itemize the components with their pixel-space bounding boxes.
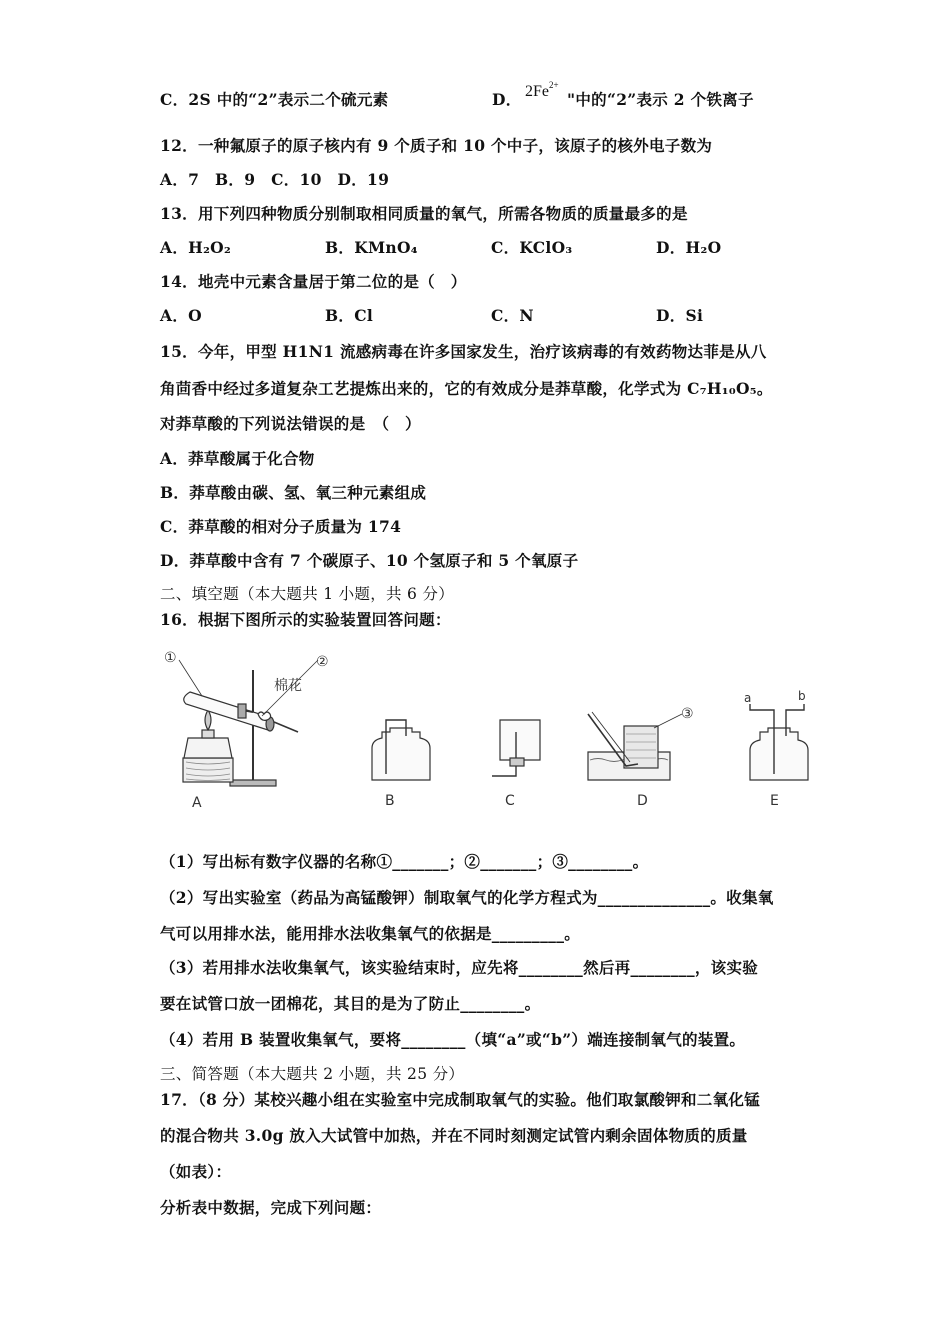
apparatus-d <box>588 712 682 780</box>
q13-option-c: C．KClO₃ <box>491 238 573 257</box>
q11-option-c: C．2S 中的“2”表示二个硫元素 <box>160 90 389 109</box>
label-c: C <box>505 793 515 809</box>
q15-stem-line1: 15．今年，甲型 H1N1 流感病毒在许多国家发生，治疗该病毒的有效药物达菲是从八 <box>160 342 767 361</box>
q15-stem-line3: 对莽草酸的下列说法错误的是 （ ） <box>160 414 421 433</box>
clamp-jaw <box>238 704 246 718</box>
bottle-b <box>372 728 430 780</box>
q14-option-a: A．O <box>160 306 202 325</box>
section2-heading: 二、填空题（本大题共 1 小题，共 6 分） <box>160 585 455 603</box>
q13-option-d: D．H₂O <box>656 238 722 257</box>
apparatus-b <box>372 720 430 780</box>
q15-option-d: D．莽草酸中含有 7 个碳原子、10 个氢原子和 5 个氧原子 <box>160 551 579 570</box>
label-circle-3: ③ <box>681 706 694 722</box>
q13-option-b: B．KMnO₄ <box>325 238 418 257</box>
collecting-bottle <box>624 726 658 768</box>
q15-option-b: B．莽草酸由碳、氢、氧三种元素组成 <box>160 483 427 502</box>
delivery-tube <box>274 722 298 732</box>
q16-stem: 16．根据下图所示的实验装置回答问题： <box>160 610 451 629</box>
q13-stem: 13．用下列四种物质分别制取相同质量的氧气，所需各物质的质量最多的是 <box>160 204 688 223</box>
q11-formula <box>525 80 559 101</box>
label-circle-2: ② <box>316 654 329 670</box>
label-b: B <box>385 793 395 809</box>
q16-part1: （1）写出标有数字仪器的名称①_______；②_______；③________。 <box>160 852 649 871</box>
lamp-flame <box>205 710 211 730</box>
apparatus-c <box>492 720 540 776</box>
q15-option-c: C．莽草酸的相对分子质量为 174 <box>160 517 402 536</box>
apparatus-figure <box>150 640 820 820</box>
label-d: D <box>637 793 648 809</box>
leader-line-1 <box>179 660 202 696</box>
label-a: A <box>192 795 202 811</box>
label-tag-b: b <box>798 689 806 703</box>
test-tube <box>184 692 272 730</box>
q12-stem: 12．一种氟原子的原子核内有 9 个质子和 10 个中子，该原子的核外电子数为 <box>160 136 713 155</box>
leader-line-3 <box>654 714 682 728</box>
q16-part2-line2: 气可以用排水法，能用排水法收集氧气的依据是_________。 <box>160 924 581 943</box>
lamp-neck <box>202 730 214 738</box>
q13-option-a: A．H₂O₂ <box>160 238 232 257</box>
q11-option-d-prefix: D． <box>492 90 522 109</box>
q14-option-d: D．Si <box>656 306 704 325</box>
q11-option-d-text: "中的“2”表示 2 个铁离子 <box>567 90 754 109</box>
label-circle-1: ① <box>164 650 177 666</box>
alcohol-lamp <box>184 738 232 758</box>
section3-heading: 三、简答题（本大题共 2 小题，共 25 分） <box>160 1065 465 1083</box>
q14-stem: 14．地壳中元素含量居于第二位的是（ ） <box>160 272 467 291</box>
label-tag-a: a <box>744 691 752 705</box>
q15-stem-line2: 角茴香中经过多道复杂工艺提炼出来的，它的有效成分是莽草酸，化学式为 C₇H₁₀O₅。 <box>160 379 773 398</box>
stopper-c <box>510 758 524 766</box>
bottle-e <box>750 728 808 780</box>
q11-formula-base: 2Fe <box>525 83 549 100</box>
q16-part3-line2: 要在试管口放一团棉花，其目的是为了防止________。 <box>160 994 541 1013</box>
q15-option-a: A．莽草酸属于化合物 <box>160 449 315 468</box>
apparatus-e <box>750 704 808 780</box>
q12-options: A．7 B．9 C．10 D．19 <box>160 170 390 189</box>
q17-line3: （如表）： <box>160 1162 232 1181</box>
q16-part4: （4）若用 B 装置收集氧气，要将________（填“a”或“b”）端连接制氧气的装置。 <box>160 1030 746 1049</box>
bottle-c <box>500 720 540 760</box>
q14-option-c: C．N <box>491 306 534 325</box>
label-cotton: 棉花 <box>274 678 302 694</box>
q17-line2: 的混合物共 3.0g 放入大试管中加热，并在不同时刻测定试管内剩余固体物质的质量 <box>160 1126 748 1145</box>
label-e: E <box>770 793 779 809</box>
q16-part2-line1: （2）写出实验室（药品为高锰酸钾）制取氧气的化学方程式为______________。收集氧 <box>160 888 774 907</box>
q11-formula-charge: 2+ <box>549 80 559 90</box>
q17-line1: 17．（8 分）某校兴趣小组在实验室中完成制取氧气的实验。他们取氯酸钾和二氧化锰 <box>160 1090 761 1109</box>
q16-part3-line1: （3）若用排水法收集氧气，该实验结束时，应先将________然后再________，该实验 <box>160 958 759 977</box>
q17-line4: 分析表中数据，完成下列问题： <box>160 1198 382 1217</box>
q14-option-b: B．Cl <box>325 306 374 325</box>
stand-base <box>230 780 276 786</box>
